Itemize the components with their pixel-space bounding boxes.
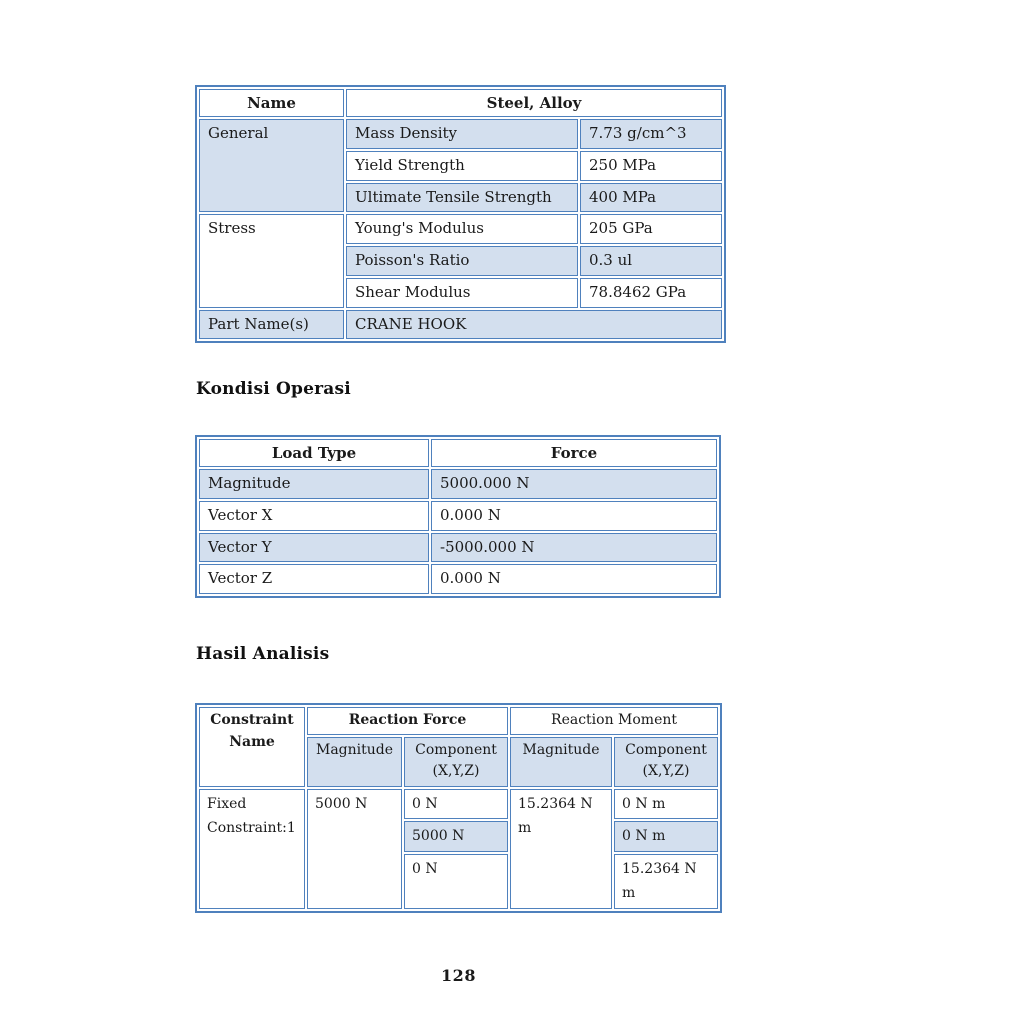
moment-component-x-cell: 0 N m: [614, 789, 718, 820]
table-row: [199, 533, 717, 563]
section-heading-kondisi-operasi: Kondisi Operasi: [196, 379, 351, 399]
material-value-cell: 7.73 g/cm^3: [580, 119, 722, 149]
table-row: [199, 564, 717, 594]
material-value-cell: 0.3 ul: [580, 246, 722, 276]
load-value-cell: 0.000 N: [431, 501, 717, 531]
table-row: [199, 469, 717, 499]
material-value-cell: 205 GPa: [580, 214, 722, 244]
material-property-cell: Mass Density: [346, 119, 578, 149]
section-heading-hasil-analisis: Hasil Analisis: [196, 644, 330, 664]
force-component-header: Component (X,Y,Z): [404, 737, 508, 787]
material-property-cell: Yield Strength: [346, 151, 578, 181]
material-property-cell: Ultimate Tensile Strength: [346, 183, 578, 213]
table-row: [199, 501, 717, 531]
load-label-cell: Vector X: [199, 501, 429, 531]
reaction-header-row-1: [199, 707, 718, 735]
table-row: [199, 789, 718, 820]
material-property-cell: Poisson's Ratio: [346, 246, 578, 276]
moment-magnitude-cell: 15.2364 N m: [510, 789, 612, 909]
moment-component-y-cell: 0 N m: [614, 821, 718, 852]
load-header-row: [199, 439, 717, 467]
force-component-y-cell: 5000 N: [404, 821, 508, 852]
material-part-label: Part Name(s): [199, 310, 344, 340]
moment-component-z-cell: 15.2364 N m: [614, 854, 718, 909]
material-value-cell: 250 MPa: [580, 151, 722, 181]
table-row: [199, 119, 722, 149]
material-group-stress: Stress: [199, 214, 344, 307]
force-magnitude-header: Magnitude: [307, 737, 402, 787]
material-properties-table: [195, 85, 726, 343]
reaction-header-moment: Reaction Moment: [510, 707, 718, 735]
material-value-cell: 400 MPa: [580, 183, 722, 213]
reaction-header-constraint: Constraint Name: [199, 707, 305, 787]
force-magnitude-cell: 5000 N: [307, 789, 402, 909]
material-property-cell: Young's Modulus: [346, 214, 578, 244]
material-header-value: Steel, Alloy: [346, 89, 722, 117]
reaction-results-table: [195, 703, 722, 913]
material-part-value: CRANE HOOK: [346, 310, 722, 340]
load-header-type: Load Type: [199, 439, 429, 467]
force-component-z-cell: 0 N: [404, 854, 508, 909]
load-label-cell: Magnitude: [199, 469, 429, 499]
constraint-name-cell: Fixed Constraint:1: [199, 789, 305, 909]
load-value-cell: -5000.000 N: [431, 533, 717, 563]
material-value-cell: 78.8462 GPa: [580, 278, 722, 308]
material-header-name: Name: [199, 89, 344, 117]
moment-magnitude-header: Magnitude: [510, 737, 612, 787]
moment-component-header: Component (X,Y,Z): [614, 737, 718, 787]
load-value-cell: 0.000 N: [431, 564, 717, 594]
table-row: [199, 214, 722, 244]
material-group-general: General: [199, 119, 344, 212]
load-value-cell: 5000.000 N: [431, 469, 717, 499]
load-label-cell: Vector Z: [199, 564, 429, 594]
load-header-force: Force: [431, 439, 717, 467]
material-header-row: [199, 89, 722, 117]
reaction-header-force: Reaction Force: [307, 707, 508, 735]
page-number: 128: [441, 966, 476, 985]
material-property-cell: Shear Modulus: [346, 278, 578, 308]
table-row: [199, 310, 722, 340]
force-component-x-cell: 0 N: [404, 789, 508, 820]
load-force-table: [195, 435, 721, 598]
load-label-cell: Vector Y: [199, 533, 429, 563]
